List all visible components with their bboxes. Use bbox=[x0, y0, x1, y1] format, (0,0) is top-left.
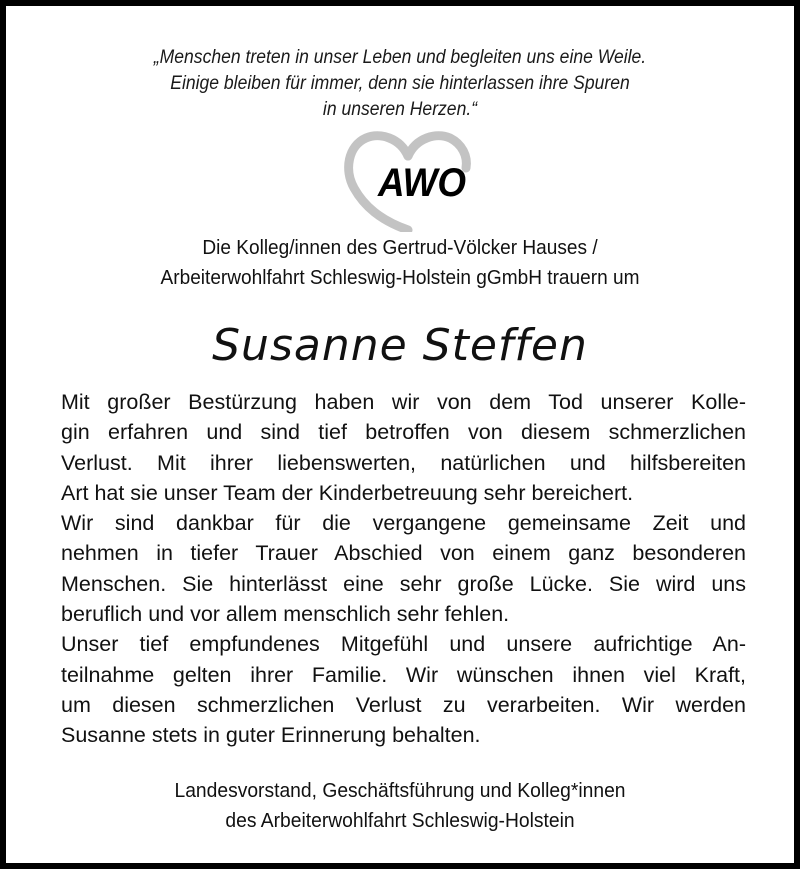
body-line: Susanne stets in guter Erinnerung behalten. bbox=[61, 723, 481, 748]
intro-line: Die Kolleg/innen des Gertrud-Völcker Hauses / bbox=[202, 236, 598, 259]
deceased-name: Susanne Steffen bbox=[212, 320, 588, 371]
signature bbox=[30, 776, 771, 836]
quote-line: Einige bleiben für immer, denn sie hinterlassen ihre Spuren bbox=[170, 72, 630, 94]
body-line: beruflich und vor allem menschlich sehr fehlen. bbox=[61, 602, 510, 627]
body-line: Unser tief empfundenes Mitgefühl und unsere aufrichtige An- bbox=[61, 632, 746, 657]
condolence-body bbox=[61, 387, 746, 751]
body-line: Wir sind dankbar für die vergangene gemeinsame Zeit und bbox=[61, 511, 746, 536]
body-line: Verlust. Mit ihrer liebenswerten, natürlichen und hilfsbereiten bbox=[61, 450, 746, 475]
body-line: gin erfahren und sind tief betroffen von diesem schmerzlichen bbox=[61, 420, 746, 445]
quote-line: in unseren Herzen.“ bbox=[322, 98, 478, 120]
awo-logo bbox=[338, 128, 478, 232]
awo-logo-text: AWO bbox=[377, 161, 466, 205]
signature-line: Landesvorstand, Geschäftsführung und Kolleg*innen bbox=[174, 779, 626, 802]
intro-line: Arbeiterwohlfahrt Schleswig-Holstein gGmbH trauern um bbox=[160, 266, 640, 289]
quote-line: „Menschen treten in unser Leben und begleiten uns eine Weile. bbox=[153, 46, 647, 68]
body-line: Menschen. Sie hinterlässt eine sehr große Lücke. Sie wird uns bbox=[61, 571, 746, 596]
body-line: teilnahme gelten ihrer Familie. Wir wünschen ihnen viel Kraft, bbox=[61, 662, 746, 687]
memorial-quote bbox=[45, 44, 754, 122]
intro-text bbox=[34, 233, 767, 293]
signature-line: des Arbeiterwohlfahrt Schleswig-Holstein bbox=[225, 809, 575, 832]
body-line: um diesen schmerzlichen Verlust zu verarbeiten. Wir werden bbox=[61, 692, 746, 717]
body-line: Art hat sie unser Team der Kinderbetreuung sehr bereichert. bbox=[61, 480, 634, 505]
heart-icon bbox=[338, 128, 478, 232]
obituary-notice bbox=[6, 6, 794, 863]
body-line: Mit großer Bestürzung haben wir von dem Tod unserer Kolle- bbox=[61, 390, 746, 414]
body-line: nehmen in tiefer Trauer Abschied von einem ganz besonderen bbox=[61, 541, 746, 566]
